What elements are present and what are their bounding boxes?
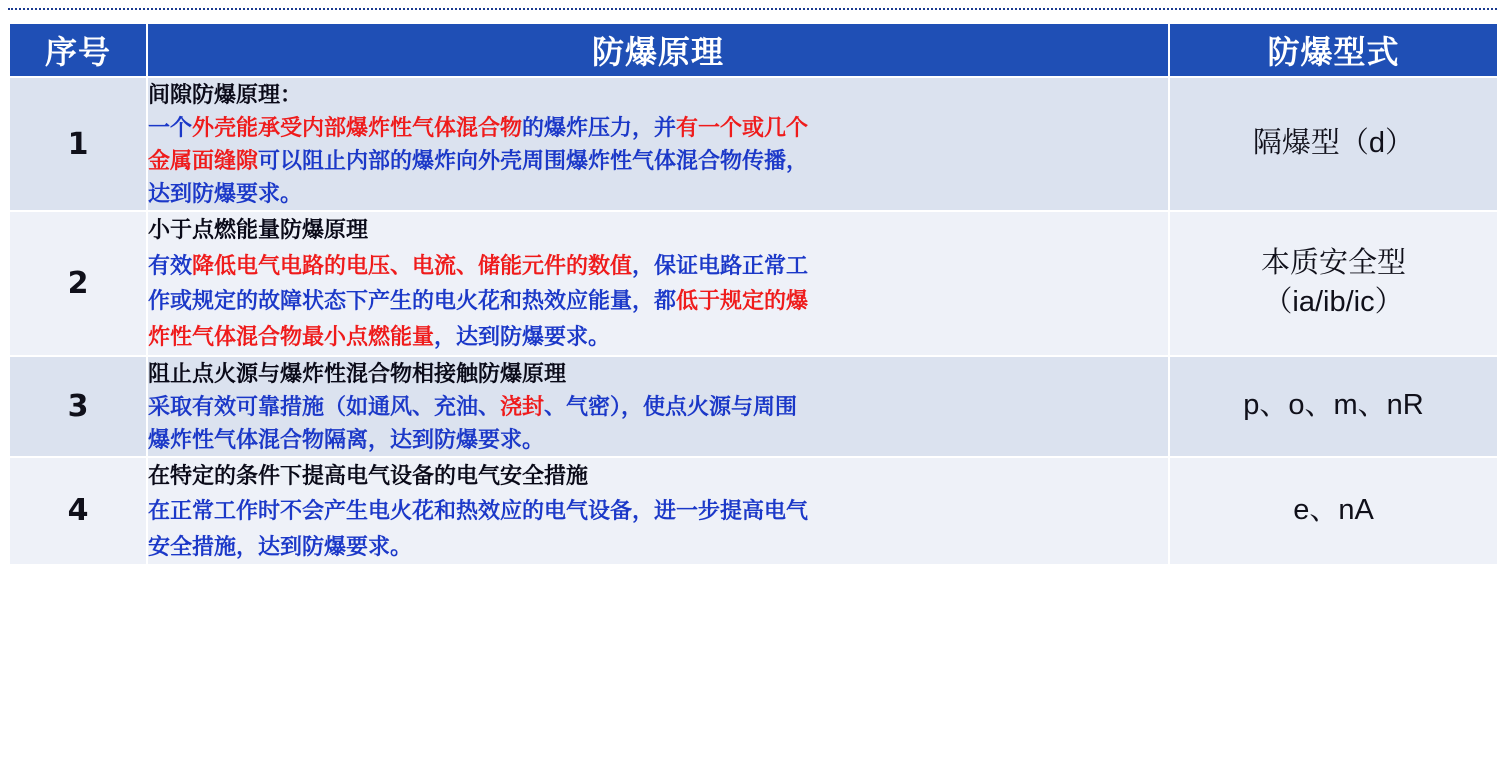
description-line bbox=[148, 458, 1168, 494]
text-segment: 在正常工作时不会产生电火花和热效应的电气设备，进一步提高电气 bbox=[148, 498, 809, 524]
table-row bbox=[9, 211, 1498, 356]
text-segment: 采取有效可靠措施（如通风、充油、 bbox=[148, 393, 501, 419]
row-protection-type: 隔爆型（d） bbox=[1169, 77, 1498, 211]
text-segment: 达到防爆要求。 bbox=[148, 181, 303, 206]
table-body bbox=[9, 77, 1498, 565]
text-segment: 安全措施，达到防爆要求。 bbox=[148, 533, 413, 559]
text-segment: 有效 bbox=[148, 252, 193, 278]
table-row bbox=[9, 77, 1498, 211]
row-number: 3 bbox=[9, 356, 147, 457]
row-protection-type: e、nA bbox=[1169, 457, 1498, 566]
text-segment: 在特定的条件下提高电气设备的电气安全措施 bbox=[148, 462, 589, 488]
table-header-row bbox=[9, 23, 1498, 77]
row-principle-description bbox=[147, 356, 1169, 457]
type-line: 本质安全型 bbox=[1260, 247, 1406, 280]
table-row bbox=[9, 356, 1498, 457]
text-segment: 间隙防爆原理： bbox=[148, 82, 303, 107]
row-number: 2 bbox=[9, 211, 147, 356]
description-line bbox=[148, 357, 1168, 390]
row-number: 4 bbox=[9, 457, 147, 566]
text-segment: 金属面缝隙 bbox=[148, 148, 259, 173]
description-line bbox=[148, 111, 1168, 144]
text-segment: 可以阻止内部的爆炸向外壳周围爆炸性气体混合物传播， bbox=[258, 148, 809, 173]
type-line: （ia/ib/ic） bbox=[1263, 286, 1404, 319]
row-principle-description bbox=[147, 457, 1169, 566]
row-principle-description bbox=[147, 211, 1169, 356]
description-line bbox=[148, 319, 1168, 355]
description-line bbox=[148, 493, 1168, 529]
table-row bbox=[9, 457, 1498, 566]
text-segment: 小于点燃能量防爆原理 bbox=[148, 217, 369, 242]
text-segment: 降低电气电路的电压、电流、储能元件的数值 bbox=[192, 252, 633, 278]
text-segment: 爆炸性气体混合物隔离，达到防爆要求。 bbox=[148, 426, 545, 452]
description-line bbox=[148, 283, 1168, 319]
text-segment: 低于规定的爆 bbox=[676, 288, 809, 314]
header-cell-no: 序号 bbox=[9, 23, 147, 77]
description-line bbox=[148, 177, 1168, 210]
text-segment: 外壳能承受内部爆炸性气体混合物 bbox=[192, 115, 523, 140]
explosion-proof-principle-table bbox=[8, 22, 1499, 566]
table-header bbox=[9, 23, 1498, 77]
description-line bbox=[148, 390, 1168, 423]
text-segment: 、气密），使点火源与周围 bbox=[544, 393, 798, 419]
text-segment: 有一个或几个 bbox=[676, 115, 809, 140]
description-line bbox=[148, 248, 1168, 284]
text-segment: 炸性气体混合物最小点燃能量 bbox=[148, 323, 435, 349]
top-divider bbox=[8, 8, 1497, 10]
row-protection-type bbox=[1169, 211, 1498, 356]
row-principle-description bbox=[147, 77, 1169, 211]
row-number: 1 bbox=[9, 77, 147, 211]
text-segment: 作或规定的故障状态下产生的电火花和热效应能量，都 bbox=[148, 288, 677, 314]
text-segment: ，达到防爆要求。 bbox=[434, 323, 611, 349]
description-line bbox=[148, 529, 1168, 565]
text-segment: 一个 bbox=[148, 115, 193, 140]
description-line bbox=[148, 78, 1168, 111]
header-cell-principle: 防爆原理 bbox=[147, 23, 1169, 77]
row-protection-type: p、o、m、nR bbox=[1169, 356, 1498, 457]
text-segment: 的爆炸压力，并 bbox=[522, 115, 677, 140]
header-cell-type: 防爆型式 bbox=[1169, 23, 1498, 77]
text-segment: 浇封 bbox=[500, 393, 545, 419]
description-line bbox=[148, 212, 1168, 248]
description-line bbox=[148, 144, 1168, 177]
text-segment: 阻止点火源与爆炸性混合物相接触防爆原理 bbox=[148, 360, 567, 386]
description-line bbox=[148, 423, 1168, 456]
text-segment: ，保证电路正常工 bbox=[632, 252, 809, 278]
